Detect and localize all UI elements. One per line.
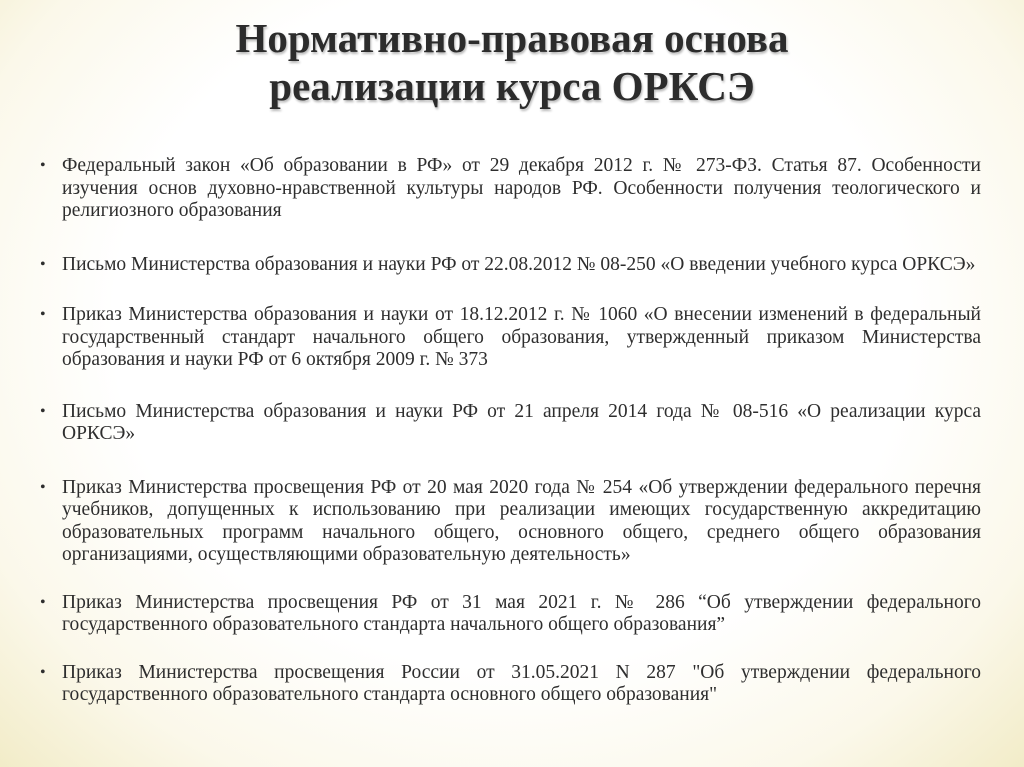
list-item [38, 477, 981, 567]
list-item [38, 401, 981, 446]
list-item-text: Приказ Министерства просвещения РФ от 20 мая 2020 года № 254 «Об утверждении федерального перечня учебников, допущенных к использованию при реализации имеющих государственную аккредитацию образовательных программ начального общего, основного общего, среднего общего образования организациями, осуществляющими образовательную деятельность» [62, 476, 981, 565]
list-item [38, 155, 981, 223]
list-item [38, 254, 981, 277]
bullet-icon: • [40, 255, 46, 273]
slide-title [0, 14, 1024, 110]
document-list [38, 155, 981, 707]
list-item-text: Федеральный закон «Об образовании в РФ» от 29 декабря 2012 г. № 273-ФЗ. Статья 87. Особенности изучения основ духовно-нравственной культуры народов РФ. Особенности получения теологического и религиозного образования [62, 155, 981, 221]
bullet-icon: • [40, 402, 46, 420]
list-item [38, 662, 981, 707]
slide-title-line-1: Нормативно-правовая основа [235, 15, 789, 61]
list-item-text: Приказ Министерства просвещения России от 31.05.2021 N 287 "Об утверждении федерального государственного образовательного стандарта основного общего образования" [62, 661, 981, 705]
bullet-icon: • [40, 593, 46, 611]
list-item [38, 304, 981, 372]
bullet-icon: • [40, 478, 46, 496]
bullet-icon: • [40, 157, 46, 174]
bullet-icon: • [40, 306, 46, 323]
bullet-icon: • [40, 663, 46, 681]
list-item-text: Письмо Министерства образования и науки РФ от 21 апреля 2014 года № 08-516 «О реализации курса ОРКСЭ» [62, 400, 981, 444]
list-item-text: Приказ Министерства образования и науки от 18.12.2012 г. № 1060 «О внесении изменений в федеральный государственный стандарт начального общего образования, утвержденный приказом Министерства образования и науки РФ от 6 октября 2009 г. № 373 [62, 304, 981, 370]
list-item-text: Письмо Министерства образования и науки РФ от 22.08.2012 № 08-250 «О введении учебного курса ОРКСЭ» [62, 253, 976, 275]
list-item [38, 592, 981, 637]
slide-title-line-2: реализации курса ОРКСЭ [269, 63, 755, 109]
list-item-text: Приказ Министерства просвещения РФ от 31 мая 2021 г. № 286 “Об утверждении федерального государственного образовательного стандарта начального общего образования” [62, 591, 981, 635]
